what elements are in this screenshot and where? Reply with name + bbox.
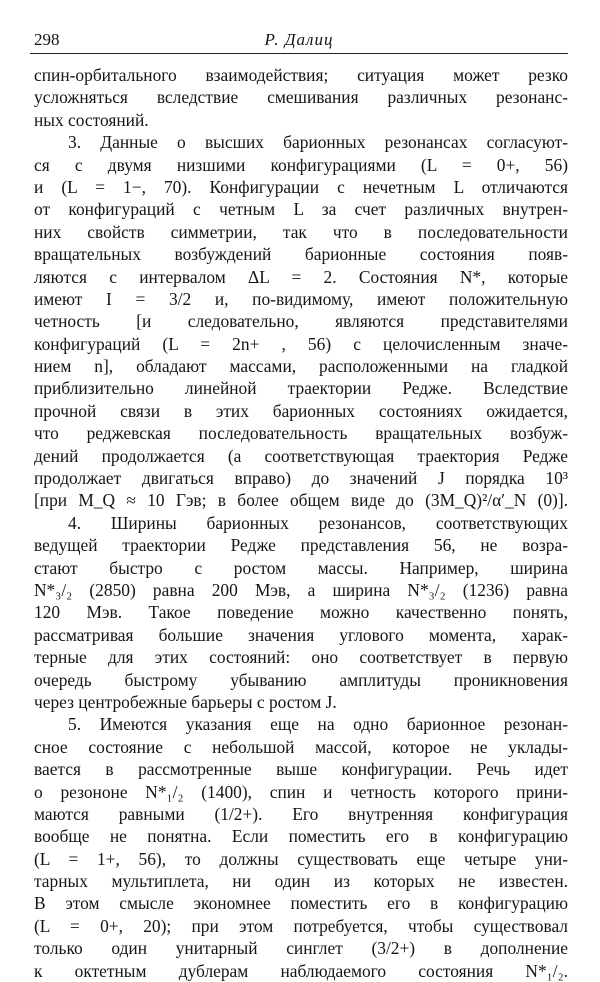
text-line: конфигураций (L = 2n+ , 56) с целочисленным значе- (34, 333, 568, 354)
text-line: приблизительно линейной траектории Редже. Вследствие (34, 378, 568, 399)
text-line: терные для этих состояний: оно соответствует в первую (34, 647, 568, 668)
text-line: спин-орбитального взаимодействия; ситуация может резко (34, 65, 568, 85)
running-head: Р. Далиц (264, 30, 334, 49)
paragraph-start-line: 5. Имеются указания еще на одно барионное резонан- (68, 714, 568, 735)
text-line: рассматривая большие значения углового момента, харак- (34, 624, 568, 645)
text-line: них свойств симметрии, так что в последовательности (34, 221, 568, 242)
text-line: В этом смысле экономнее поместить его в конфигурацию (34, 893, 568, 914)
text-line: от конфигураций с четным L за счет различных внутрен- (34, 199, 568, 220)
text-line: сное состояние с небольшой массой, которое не уклады- (34, 736, 568, 757)
text-line: четность [и следовательно, являются представителями (34, 311, 568, 332)
text-line: вообще не понятна. Если поместить его в конфигурацию (34, 826, 568, 847)
text-line: имеют I = 3/2 и, по-видимому, имеют положительную (34, 288, 568, 309)
text-line: ведущей траектории Редже представления 56, не возра- (34, 535, 568, 556)
paragraph-start-line: 4. Ширины барионных резонансов, соответствующих (68, 512, 568, 533)
text-line: (L = 1+, 56), то должны существовать еще четыре уни- (34, 848, 568, 869)
text-line: 120 Мэв. Такое поведение можно качественно понять, (34, 602, 568, 623)
text-line: о резононе N*₁/₂ (1400), спин и четность которого прини- (34, 781, 568, 802)
page-header (34, 30, 564, 52)
text-line: вается в рассмотренные выше конфигурации. Речь идет (34, 759, 568, 780)
text-line: дений продолжается (а соответствующая траектория Редже (34, 445, 568, 466)
text-line: стают быстро с ростом массы. Например, ширина (34, 557, 568, 578)
text-line: усложняться вследствие смешивания различных резонанс- (34, 87, 568, 108)
text-line: N*₃/₂ (2850) равна 200 Мэв, а ширина N*₃/₂ (1236) равна (34, 579, 568, 600)
text-line: очередь быстрому убыванию амплитуды проникновения (34, 669, 568, 690)
text-line: ных состояний. (34, 109, 149, 130)
text-line: ляются с интервалом ΔL = 2. Состояния N*, которые (34, 266, 568, 287)
text-line: продолжает двигаться вправо) до значений J порядка 10³ (34, 468, 568, 489)
text-line: прочной связи в этих барионных состояниях ожидается, (34, 400, 568, 421)
text-line: нием n], обладают массами, расположенными на гладкой (34, 356, 568, 377)
text-line: только один унитарный синглет (3/2+) в дополнение (34, 938, 568, 959)
body-text (34, 64, 568, 982)
text-line: маются равными (1/2+). Его внутренняя конфигурация (34, 803, 568, 824)
text-line: через центробежные барьеры с ростом J. (34, 691, 337, 712)
text-line: и (L = 1−, 70). Конфигурации с нечетным L отличаются (34, 176, 568, 197)
text-line: (L = 0+, 20); при этом потребуется, чтобы существовал (34, 915, 568, 936)
text-line: вращательных возбуждений барионные состояния появ- (34, 244, 568, 265)
text-line: что реджевская последовательность вращательных возбуж- (34, 423, 568, 444)
header-rule (30, 53, 568, 54)
text-line: [при M_Q ≈ 10 Гэв; в более общем виде до (3M_Q)²/α′_N (0)]. (34, 490, 568, 511)
text-line: к октетным дублерам наблюдаемого состояния N*₁/₂. (34, 960, 568, 981)
text-line: тарных мультиплета, ни один из которых не известен. (34, 871, 568, 892)
paragraph-start-line: 3. Данные о высших барионных резонансах согласуют- (68, 132, 568, 153)
page-number: 298 (34, 30, 60, 49)
text-line: ся с двумя низшими конфигурациями (L = 0+, 56) (34, 154, 568, 175)
